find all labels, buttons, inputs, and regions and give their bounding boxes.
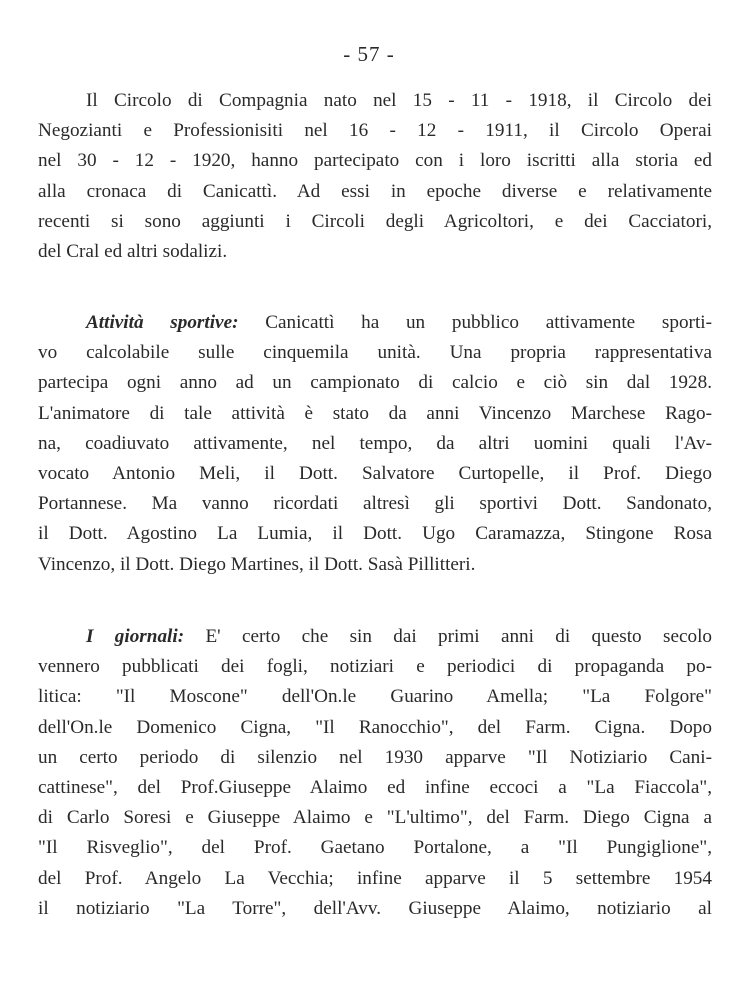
text-line: L'animatore di tale attività è stato da anni Vincenzo Marchese Rago- [38,402,712,424]
section-heading: I giornali: [86,626,185,647]
text-line-with-heading [38,622,712,652]
text-line: Vincenzo, il Dott. Diego Martines, il Dott. Sasà Pillitteri. [38,553,476,575]
text-line: partecipa ogni anno ad un campionato di calcio e ciò sin dal 1928. [38,372,712,394]
text-line: vocato Antonio Meli, il Dott. Salvatore Curtopelle, il Prof. Diego [38,462,712,484]
paragraph-circoli [38,86,712,267]
text-line: Il Circolo di Compagnia nato nel 15 - 11 - 1918, il Circolo dei [86,90,712,111]
text-line: vennero pubblicati dei fogli, notiziari e periodici di propaganda po- [38,656,712,678]
text-line: vo calcolabile sulle cinquemila unità. Una propria rappresentativa [38,342,712,364]
text-line: alla cronaca di Canicattì. Ad essi in epoche diverse e relativamente [38,180,712,202]
paragraph-giornali [38,622,712,924]
text-line: del Cral ed altri sodalizi. [38,240,228,262]
text-line-rest: E' certo che sin dai primi anni di questo secolo [205,626,712,647]
text-line: Portannese. Ma vanno ricordati altresì gli sportivi Dott. Sandonato, [38,493,712,515]
paragraph-attivita-sportive [38,308,712,580]
text-line: il notiziario "La Torre", dell'Avv. Giuseppe Alaimo, notiziario al [38,897,712,919]
text-line: Negozianti e Professionisiti nel 16 - 12 - 1911, il Circolo Operai [38,120,712,142]
text-line: recenti si sono aggiunti i Circoli degli Agricoltori, e dei Cacciatori, [38,210,712,232]
text-line: di Carlo Soresi e Giuseppe Alaimo e "L'ultimo", del Farm. Diego Cigna a [38,807,712,829]
text-line-with-heading [38,308,712,338]
text-line: nel 30 - 12 - 1920, hanno partecipato con i loro iscritti alla storia ed [38,150,712,172]
section-heading: Attività sportive: [86,312,239,333]
text-line: cattinese", del Prof.Giuseppe Alaimo ed infine eccoci a "La Fiaccola", [38,776,712,798]
text-line: "Il Risveglio", del Prof. Gaetano Portalone, a "Il Pungiglione", [38,837,712,859]
text-line: del Prof. Angelo La Vecchia; infine apparve il 5 settembre 1954 [38,867,712,889]
text-line-rest: Canicattì ha un pubblico attivamente sporti- [265,312,712,333]
text-line: na, coadiuvato attivamente, nel tempo, da altri uomini quali l'Av- [38,432,712,454]
text-line: un certo periodo di silenzio nel 1930 apparve "Il Notiziario Cani- [38,746,712,768]
text-line: litica: "Il Moscone" dell'On.le Guarino Amella; "La Folgore" [38,686,712,708]
page-number: - 57 - [343,42,395,66]
text-line: dell'On.le Domenico Cigna, "Il Ranocchio", del Farm. Cigna. Dopo [38,716,712,738]
text-line: il Dott. Agostino La Lumia, il Dott. Ugo Caramazza, Stingone Rosa [38,523,712,545]
